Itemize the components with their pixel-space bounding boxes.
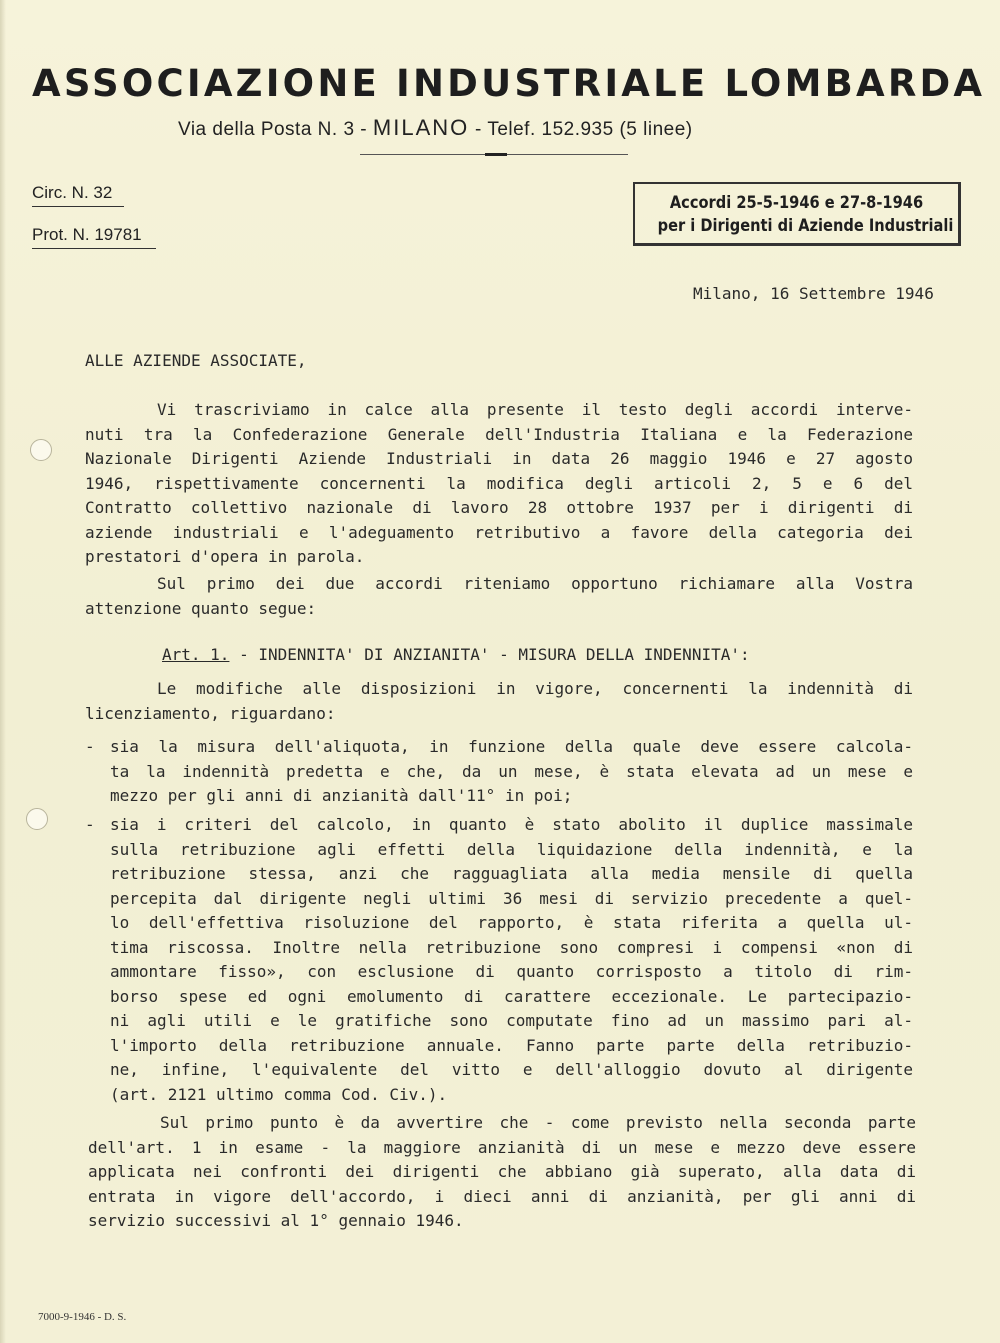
address-city: MILANO xyxy=(372,115,470,140)
text-line: licenziamento, riguardano: xyxy=(85,703,336,723)
text-line: sulla retribuzione agli effetti della liquidazione della indennità, e la xyxy=(110,839,913,859)
text-line: mezzo per gli anni di anzianità dall'11° in poi; xyxy=(110,786,573,805)
article-title: - INDENNITA' DI ANZIANITA' - MISURA DELLA INDENNITA': xyxy=(229,645,750,664)
text-line: ne, infine, l'equivalente del vitto e dell'alloggio dovuto al dirigente xyxy=(110,1060,913,1079)
text-line: attenzione quanto segue: xyxy=(85,598,317,618)
paragraph-3 xyxy=(85,677,913,726)
address-suffix: - Telef. 152.935 (5 linee) xyxy=(469,119,693,140)
text-line: retribuzione stessa, anzi che ragguagliata alla media mensile di quella xyxy=(110,864,913,883)
text-line: entrata in vigore dell'accordo, i dieci anni di anzianità, per gli anni di xyxy=(88,1186,916,1206)
bullet-dash: - xyxy=(85,737,95,756)
text-line: sia i criteri del calcolo, in quanto è stato abolito il duplice massimale xyxy=(110,815,913,834)
organization-address xyxy=(178,115,693,141)
text-line: ammontare fisso», con esclusione di quanto corrisposto a titolo di rim- xyxy=(110,962,913,981)
text-line: aziende industriali e l'adeguamento retributivo a favore della categoria dei xyxy=(85,522,913,542)
subject-line-1: Accordi 25-5-1946 e 27-8-1946 xyxy=(669,193,924,213)
subject-box xyxy=(633,182,961,246)
text-line: (art. 2121 ultimo comma Cod. Civ.). xyxy=(110,1084,448,1104)
text-line: servizio successivi al 1° gennaio 1946. xyxy=(88,1211,464,1230)
text-line: 1946, rispettivamente concernenti la modifica degli articoli 2, 5 e 6 del xyxy=(85,473,913,493)
text-line: Le modifiche alle disposizioni in vigore, concernenti la indennità di xyxy=(157,679,913,698)
page-edge xyxy=(0,0,6,1343)
paragraph-4 xyxy=(88,1111,916,1234)
text-line: applicata nei confronti dei dirigenti che abbiano già superato, alla data di xyxy=(88,1162,916,1181)
text-line: tima riscossa. Inoltre nella retribuzione sono compresi i compensi «non di xyxy=(110,937,913,957)
protocol-number: Prot. N. 19781 xyxy=(32,225,156,249)
text-line: lo dell'effettiva risoluzione del rapporto, è stata riferita a quella ul- xyxy=(110,913,913,932)
text-line: Nazionale Dirigenti Aziende Industriali in data 26 maggio 1946 e 27 agosto xyxy=(85,449,913,468)
text-line: Sul primo punto è da avvertire che - come previsto nella seconda parte xyxy=(160,1113,916,1132)
circular-number: Circ. N. 32 xyxy=(32,183,124,207)
bullet-dash: - xyxy=(85,815,95,834)
letter-date: Milano, 16 Settembre 1946 xyxy=(693,284,934,303)
print-code: 7000-9-1946 - D. S. xyxy=(38,1311,127,1323)
text-line: ta la indennità predetta e che, da un mese, è stata elevata ad un mese e xyxy=(110,761,913,781)
text-line: Sul primo dei due accordi riteniamo opportuno richiamare alla Vostra xyxy=(157,574,913,593)
text-line: ni agli utili e le gratifiche sono computate fino ad un massimo pari al- xyxy=(110,1011,913,1030)
paragraph-1 xyxy=(85,398,913,570)
header-divider-mark xyxy=(485,153,507,156)
punch-hole xyxy=(30,439,52,461)
text-line: Contratto collettivo nazionale di lavoro 28 ottobre 1937 per i dirigenti di xyxy=(85,498,913,517)
organization-title: ASSOCIAZIONE INDUSTRIALE LOMBARDA xyxy=(32,62,986,105)
text-line: borso spese ed ogni emolumento di carattere eccezionale. Le partecipazio- xyxy=(110,986,913,1006)
text-line: percepita dal dirigente negli ultimi 36 mesi di servizio precedente a quel- xyxy=(110,888,913,908)
article-label: Art. 1. xyxy=(162,645,230,664)
punch-hole xyxy=(26,808,48,830)
text-line: dell'art. 1 in esame - la maggiore anzianità di un mese e mezzo deve essere xyxy=(88,1137,916,1157)
text-line: prestatori d'opera in parola. xyxy=(85,547,365,566)
paragraph-2 xyxy=(85,572,913,621)
bullet-item xyxy=(85,735,913,809)
text-line: nuti tra la Confederazione Generale dell'Industria Italiana e la Federazione xyxy=(85,424,913,444)
address-prefix: Via della Posta N. 3 - xyxy=(178,119,373,140)
text-line: Vi trascriviamo in calce alla presente il testo degli accordi interve- xyxy=(157,400,913,419)
salutation: ALLE AZIENDE ASSOCIATE, xyxy=(85,351,307,370)
text-line: l'importo della retribuzione annuale. Fanno parte parte della retribuzio- xyxy=(110,1035,913,1055)
subject-line-2: per i Dirigenti di Aziende Industriali xyxy=(657,216,954,236)
article-heading xyxy=(162,643,750,668)
text-line: sia la misura dell'aliquota, in funzione della quale deve essere calcola- xyxy=(110,737,913,756)
bullet-item xyxy=(85,813,913,1107)
